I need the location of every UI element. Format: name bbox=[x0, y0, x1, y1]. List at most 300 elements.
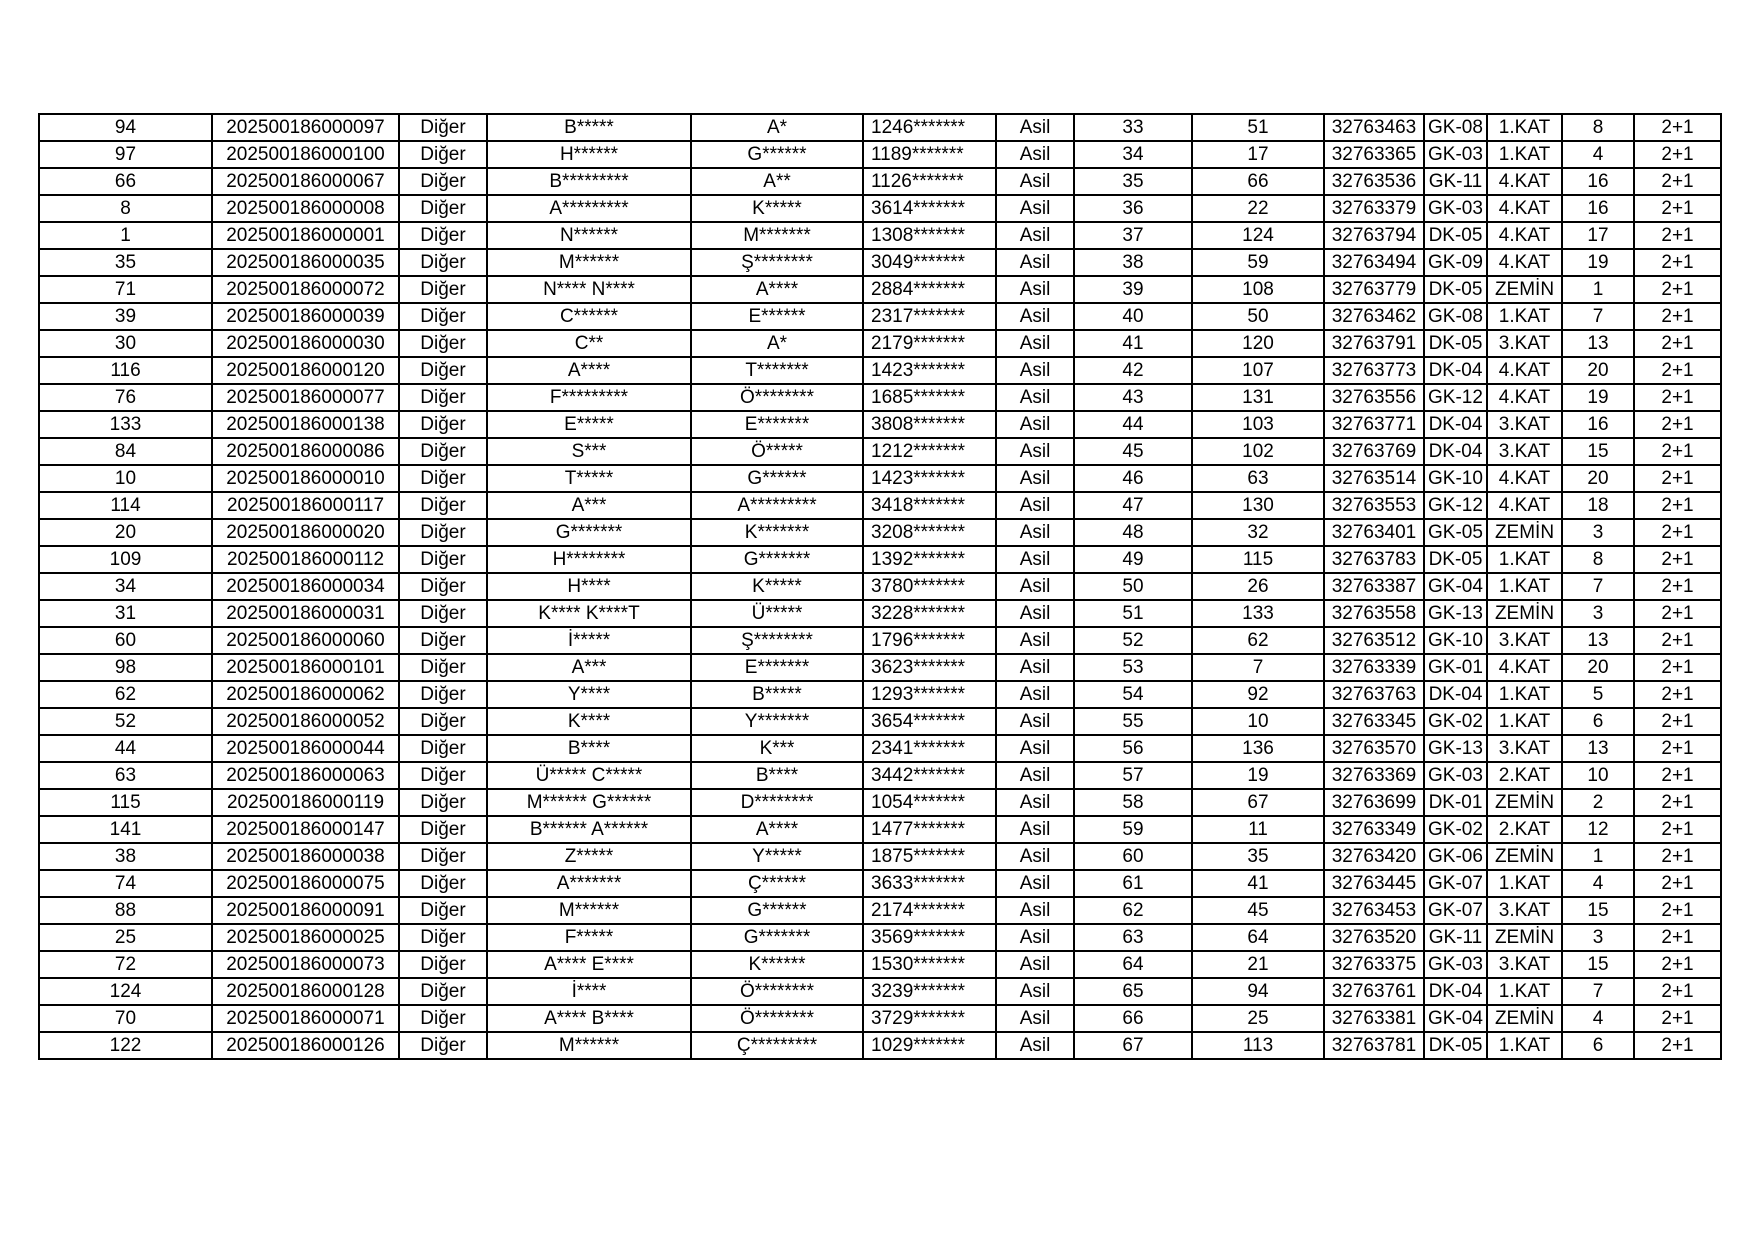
table-row bbox=[39, 249, 1721, 276]
cell-id-number: 3569******* bbox=[863, 924, 996, 951]
cell-status: Asil bbox=[996, 951, 1074, 978]
cell-id-number: 3228******* bbox=[863, 600, 996, 627]
cell-floor: 2.KAT bbox=[1487, 816, 1562, 843]
cell-category: Diğer bbox=[399, 168, 487, 195]
cell-block: DK-05 bbox=[1424, 222, 1487, 249]
cell-unit-number: 94 bbox=[1192, 978, 1324, 1005]
cell-room-type: 2+1 bbox=[1634, 735, 1721, 762]
cell-floor: 1.KAT bbox=[1487, 1032, 1562, 1059]
cell-last-name: E******* bbox=[691, 654, 863, 681]
cell-draw-order: 43 bbox=[1074, 384, 1192, 411]
cell-status: Asil bbox=[996, 735, 1074, 762]
cell-unit-number: 32 bbox=[1192, 519, 1324, 546]
cell-status: Asil bbox=[996, 303, 1074, 330]
cell-first-name: B********* bbox=[487, 168, 691, 195]
cell-sequence-number: 52 bbox=[39, 708, 212, 735]
cell-block: GK-09 bbox=[1424, 249, 1487, 276]
cell-last-name: G******* bbox=[691, 546, 863, 573]
cell-application-number: 202500186000071 bbox=[212, 1005, 399, 1032]
cell-id-number: 1392******* bbox=[863, 546, 996, 573]
cell-last-name: Ö******** bbox=[691, 1005, 863, 1032]
cell-unit-number: 108 bbox=[1192, 276, 1324, 303]
cell-independent-section-id: 32763375 bbox=[1324, 951, 1424, 978]
cell-last-name: K***** bbox=[691, 195, 863, 222]
cell-unit-number: 25 bbox=[1192, 1005, 1324, 1032]
cell-unit-number: 51 bbox=[1192, 114, 1324, 141]
cell-unit-number: 133 bbox=[1192, 600, 1324, 627]
cell-floor: ZEMİN bbox=[1487, 843, 1562, 870]
cell-category: Diğer bbox=[399, 195, 487, 222]
cell-first-name: A********* bbox=[487, 195, 691, 222]
cell-draw-order: 38 bbox=[1074, 249, 1192, 276]
cell-last-name: B**** bbox=[691, 762, 863, 789]
cell-status: Asil bbox=[996, 573, 1074, 600]
cell-door-number: 6 bbox=[1562, 708, 1634, 735]
cell-id-number: 1530******* bbox=[863, 951, 996, 978]
cell-application-number: 202500186000077 bbox=[212, 384, 399, 411]
cell-sequence-number: 39 bbox=[39, 303, 212, 330]
cell-door-number: 16 bbox=[1562, 195, 1634, 222]
cell-independent-section-id: 32763369 bbox=[1324, 762, 1424, 789]
cell-room-type: 2+1 bbox=[1634, 384, 1721, 411]
cell-application-number: 202500186000038 bbox=[212, 843, 399, 870]
cell-block: GK-02 bbox=[1424, 708, 1487, 735]
cell-door-number: 7 bbox=[1562, 573, 1634, 600]
cell-block: GK-02 bbox=[1424, 816, 1487, 843]
cell-id-number: 2317******* bbox=[863, 303, 996, 330]
cell-unit-number: 21 bbox=[1192, 951, 1324, 978]
cell-draw-order: 51 bbox=[1074, 600, 1192, 627]
cell-door-number: 13 bbox=[1562, 330, 1634, 357]
cell-floor: ZEMİN bbox=[1487, 276, 1562, 303]
cell-last-name: Ç********* bbox=[691, 1032, 863, 1059]
cell-door-number: 15 bbox=[1562, 897, 1634, 924]
cell-door-number: 13 bbox=[1562, 627, 1634, 654]
cell-last-name: G****** bbox=[691, 465, 863, 492]
cell-door-number: 3 bbox=[1562, 924, 1634, 951]
cell-unit-number: 19 bbox=[1192, 762, 1324, 789]
cell-block: GK-03 bbox=[1424, 951, 1487, 978]
cell-sequence-number: 98 bbox=[39, 654, 212, 681]
cell-application-number: 202500186000073 bbox=[212, 951, 399, 978]
table-row bbox=[39, 276, 1721, 303]
cell-application-number: 202500186000025 bbox=[212, 924, 399, 951]
cell-id-number: 3442******* bbox=[863, 762, 996, 789]
cell-last-name: E******* bbox=[691, 411, 863, 438]
cell-draw-order: 50 bbox=[1074, 573, 1192, 600]
cell-draw-order: 58 bbox=[1074, 789, 1192, 816]
cell-status: Asil bbox=[996, 438, 1074, 465]
cell-sequence-number: 34 bbox=[39, 573, 212, 600]
cell-room-type: 2+1 bbox=[1634, 492, 1721, 519]
table-row bbox=[39, 600, 1721, 627]
cell-id-number: 2174******* bbox=[863, 897, 996, 924]
cell-door-number: 12 bbox=[1562, 816, 1634, 843]
cell-status: Asil bbox=[996, 114, 1074, 141]
cell-room-type: 2+1 bbox=[1634, 276, 1721, 303]
cell-first-name: K**** K****T bbox=[487, 600, 691, 627]
cell-first-name: G******* bbox=[487, 519, 691, 546]
cell-room-type: 2+1 bbox=[1634, 1005, 1721, 1032]
cell-door-number: 19 bbox=[1562, 249, 1634, 276]
cell-sequence-number: 88 bbox=[39, 897, 212, 924]
cell-category: Diğer bbox=[399, 330, 487, 357]
table-row bbox=[39, 735, 1721, 762]
cell-first-name: Y**** bbox=[487, 681, 691, 708]
cell-status: Asil bbox=[996, 276, 1074, 303]
cell-block: GK-12 bbox=[1424, 384, 1487, 411]
cell-id-number: 2179******* bbox=[863, 330, 996, 357]
cell-id-number: 3208******* bbox=[863, 519, 996, 546]
cell-id-number: 2884******* bbox=[863, 276, 996, 303]
cell-id-number: 1212******* bbox=[863, 438, 996, 465]
cell-id-number: 1477******* bbox=[863, 816, 996, 843]
cell-category: Diğer bbox=[399, 681, 487, 708]
cell-category: Diğer bbox=[399, 573, 487, 600]
cell-floor: 1.KAT bbox=[1487, 870, 1562, 897]
table-row bbox=[39, 708, 1721, 735]
cell-first-name: E***** bbox=[487, 411, 691, 438]
cell-id-number: 1685******* bbox=[863, 384, 996, 411]
table-row bbox=[39, 843, 1721, 870]
cell-application-number: 202500186000034 bbox=[212, 573, 399, 600]
cell-unit-number: 130 bbox=[1192, 492, 1324, 519]
cell-sequence-number: 8 bbox=[39, 195, 212, 222]
cell-unit-number: 120 bbox=[1192, 330, 1324, 357]
cell-last-name: Ç****** bbox=[691, 870, 863, 897]
cell-application-number: 202500186000072 bbox=[212, 276, 399, 303]
cell-independent-section-id: 32763387 bbox=[1324, 573, 1424, 600]
cell-category: Diğer bbox=[399, 519, 487, 546]
cell-floor: 3.KAT bbox=[1487, 627, 1562, 654]
cell-status: Asil bbox=[996, 546, 1074, 573]
cell-room-type: 2+1 bbox=[1634, 1032, 1721, 1059]
cell-status: Asil bbox=[996, 1032, 1074, 1059]
table-row bbox=[39, 951, 1721, 978]
cell-first-name: Ü***** C***** bbox=[487, 762, 691, 789]
cell-unit-number: 136 bbox=[1192, 735, 1324, 762]
cell-last-name: Ş******** bbox=[691, 249, 863, 276]
cell-independent-section-id: 32763783 bbox=[1324, 546, 1424, 573]
cell-application-number: 202500186000100 bbox=[212, 141, 399, 168]
cell-draw-order: 55 bbox=[1074, 708, 1192, 735]
cell-category: Diğer bbox=[399, 114, 487, 141]
cell-id-number: 3633******* bbox=[863, 870, 996, 897]
cell-door-number: 4 bbox=[1562, 141, 1634, 168]
cell-floor: 4.KAT bbox=[1487, 357, 1562, 384]
cell-application-number: 202500186000063 bbox=[212, 762, 399, 789]
cell-door-number: 4 bbox=[1562, 1005, 1634, 1032]
cell-room-type: 2+1 bbox=[1634, 978, 1721, 1005]
cell-application-number: 202500186000067 bbox=[212, 168, 399, 195]
cell-block: GK-11 bbox=[1424, 924, 1487, 951]
cell-block: DK-05 bbox=[1424, 546, 1487, 573]
cell-first-name: N**** N**** bbox=[487, 276, 691, 303]
cell-unit-number: 26 bbox=[1192, 573, 1324, 600]
table-row bbox=[39, 141, 1721, 168]
cell-block: GK-07 bbox=[1424, 870, 1487, 897]
cell-independent-section-id: 32763520 bbox=[1324, 924, 1424, 951]
cell-last-name: G****** bbox=[691, 141, 863, 168]
cell-block: DK-05 bbox=[1424, 1032, 1487, 1059]
cell-independent-section-id: 32763556 bbox=[1324, 384, 1424, 411]
cell-status: Asil bbox=[996, 168, 1074, 195]
cell-status: Asil bbox=[996, 330, 1074, 357]
cell-floor: 4.KAT bbox=[1487, 249, 1562, 276]
cell-category: Diğer bbox=[399, 924, 487, 951]
cell-independent-section-id: 32763553 bbox=[1324, 492, 1424, 519]
cell-last-name: Y******* bbox=[691, 708, 863, 735]
cell-sequence-number: 31 bbox=[39, 600, 212, 627]
table-row bbox=[39, 924, 1721, 951]
cell-first-name: T***** bbox=[487, 465, 691, 492]
cell-draw-order: 53 bbox=[1074, 654, 1192, 681]
table-row bbox=[39, 870, 1721, 897]
cell-room-type: 2+1 bbox=[1634, 897, 1721, 924]
cell-application-number: 202500186000086 bbox=[212, 438, 399, 465]
cell-last-name: Ö******** bbox=[691, 384, 863, 411]
cell-door-number: 17 bbox=[1562, 222, 1634, 249]
cell-unit-number: 63 bbox=[1192, 465, 1324, 492]
cell-id-number: 3729******* bbox=[863, 1005, 996, 1032]
cell-last-name: G******* bbox=[691, 924, 863, 951]
cell-last-name: A** bbox=[691, 168, 863, 195]
cell-first-name: A*** bbox=[487, 654, 691, 681]
table-row bbox=[39, 681, 1721, 708]
cell-draw-order: 46 bbox=[1074, 465, 1192, 492]
cell-sequence-number: 116 bbox=[39, 357, 212, 384]
cell-room-type: 2+1 bbox=[1634, 141, 1721, 168]
cell-application-number: 202500186000030 bbox=[212, 330, 399, 357]
table-row bbox=[39, 627, 1721, 654]
cell-unit-number: 45 bbox=[1192, 897, 1324, 924]
cell-door-number: 10 bbox=[1562, 762, 1634, 789]
cell-draw-order: 39 bbox=[1074, 276, 1192, 303]
table-row bbox=[39, 1005, 1721, 1032]
cell-sequence-number: 109 bbox=[39, 546, 212, 573]
cell-room-type: 2+1 bbox=[1634, 114, 1721, 141]
cell-draw-order: 52 bbox=[1074, 627, 1192, 654]
cell-first-name: H******** bbox=[487, 546, 691, 573]
cell-status: Asil bbox=[996, 249, 1074, 276]
cell-unit-number: 7 bbox=[1192, 654, 1324, 681]
cell-last-name: D******** bbox=[691, 789, 863, 816]
cell-draw-order: 66 bbox=[1074, 1005, 1192, 1032]
cell-sequence-number: 114 bbox=[39, 492, 212, 519]
cell-id-number: 1423******* bbox=[863, 465, 996, 492]
cell-door-number: 1 bbox=[1562, 276, 1634, 303]
cell-block: GK-04 bbox=[1424, 573, 1487, 600]
cell-category: Diğer bbox=[399, 951, 487, 978]
cell-floor: 4.KAT bbox=[1487, 465, 1562, 492]
cell-floor: ZEMİN bbox=[1487, 789, 1562, 816]
cell-application-number: 202500186000039 bbox=[212, 303, 399, 330]
cell-floor: 3.KAT bbox=[1487, 735, 1562, 762]
cell-floor: 1.KAT bbox=[1487, 708, 1562, 735]
cell-sequence-number: 44 bbox=[39, 735, 212, 762]
cell-first-name: H**** bbox=[487, 573, 691, 600]
cell-draw-order: 44 bbox=[1074, 411, 1192, 438]
cell-room-type: 2+1 bbox=[1634, 762, 1721, 789]
cell-application-number: 202500186000035 bbox=[212, 249, 399, 276]
cell-draw-order: 64 bbox=[1074, 951, 1192, 978]
cell-floor: 1.KAT bbox=[1487, 141, 1562, 168]
cell-draw-order: 41 bbox=[1074, 330, 1192, 357]
cell-block: GK-03 bbox=[1424, 141, 1487, 168]
cell-application-number: 202500186000147 bbox=[212, 816, 399, 843]
cell-independent-section-id: 32763453 bbox=[1324, 897, 1424, 924]
cell-last-name: M******* bbox=[691, 222, 863, 249]
cell-block: GK-05 bbox=[1424, 519, 1487, 546]
cell-application-number: 202500186000120 bbox=[212, 357, 399, 384]
cell-independent-section-id: 32763462 bbox=[1324, 303, 1424, 330]
cell-category: Diğer bbox=[399, 303, 487, 330]
table-row bbox=[39, 492, 1721, 519]
cell-last-name: K******* bbox=[691, 519, 863, 546]
cell-application-number: 202500186000126 bbox=[212, 1032, 399, 1059]
cell-last-name: Ü***** bbox=[691, 600, 863, 627]
cell-sequence-number: 30 bbox=[39, 330, 212, 357]
cell-category: Diğer bbox=[399, 870, 487, 897]
table-row bbox=[39, 573, 1721, 600]
cell-unit-number: 59 bbox=[1192, 249, 1324, 276]
cell-first-name: C** bbox=[487, 330, 691, 357]
table-row bbox=[39, 897, 1721, 924]
cell-door-number: 19 bbox=[1562, 384, 1634, 411]
cell-application-number: 202500186000091 bbox=[212, 897, 399, 924]
cell-block: DK-04 bbox=[1424, 357, 1487, 384]
cell-independent-section-id: 32763445 bbox=[1324, 870, 1424, 897]
cell-block: GK-10 bbox=[1424, 627, 1487, 654]
cell-status: Asil bbox=[996, 789, 1074, 816]
cell-last-name: A**** bbox=[691, 816, 863, 843]
cell-door-number: 18 bbox=[1562, 492, 1634, 519]
cell-sequence-number: 76 bbox=[39, 384, 212, 411]
cell-category: Diğer bbox=[399, 1005, 487, 1032]
cell-floor: ZEMİN bbox=[1487, 1005, 1562, 1032]
table-row bbox=[39, 465, 1721, 492]
cell-last-name: B***** bbox=[691, 681, 863, 708]
cell-application-number: 202500186000008 bbox=[212, 195, 399, 222]
cell-independent-section-id: 32763536 bbox=[1324, 168, 1424, 195]
cell-id-number: 1308******* bbox=[863, 222, 996, 249]
cell-sequence-number: 94 bbox=[39, 114, 212, 141]
cell-sequence-number: 124 bbox=[39, 978, 212, 1005]
cell-draw-order: 56 bbox=[1074, 735, 1192, 762]
cell-first-name: B****** A****** bbox=[487, 816, 691, 843]
cell-independent-section-id: 32763791 bbox=[1324, 330, 1424, 357]
table-row bbox=[39, 654, 1721, 681]
cell-room-type: 2+1 bbox=[1634, 168, 1721, 195]
cell-floor: 4.KAT bbox=[1487, 384, 1562, 411]
table-row bbox=[39, 816, 1721, 843]
cell-room-type: 2+1 bbox=[1634, 573, 1721, 600]
cell-unit-number: 35 bbox=[1192, 843, 1324, 870]
cell-room-type: 2+1 bbox=[1634, 600, 1721, 627]
cell-floor: 4.KAT bbox=[1487, 168, 1562, 195]
cell-application-number: 202500186000128 bbox=[212, 978, 399, 1005]
cell-status: Asil bbox=[996, 978, 1074, 1005]
table-row bbox=[39, 222, 1721, 249]
cell-category: Diğer bbox=[399, 789, 487, 816]
cell-door-number: 6 bbox=[1562, 1032, 1634, 1059]
cell-unit-number: 10 bbox=[1192, 708, 1324, 735]
cell-draw-order: 61 bbox=[1074, 870, 1192, 897]
cell-block: DK-05 bbox=[1424, 276, 1487, 303]
cell-door-number: 13 bbox=[1562, 735, 1634, 762]
cell-application-number: 202500186000031 bbox=[212, 600, 399, 627]
cell-id-number: 3623******* bbox=[863, 654, 996, 681]
cell-category: Diğer bbox=[399, 546, 487, 573]
cell-independent-section-id: 32763761 bbox=[1324, 978, 1424, 1005]
cell-room-type: 2+1 bbox=[1634, 951, 1721, 978]
cell-door-number: 8 bbox=[1562, 114, 1634, 141]
cell-floor: 1.KAT bbox=[1487, 573, 1562, 600]
table-body bbox=[39, 114, 1721, 1059]
cell-id-number: 3808******* bbox=[863, 411, 996, 438]
cell-draw-order: 33 bbox=[1074, 114, 1192, 141]
cell-sequence-number: 38 bbox=[39, 843, 212, 870]
cell-sequence-number: 66 bbox=[39, 168, 212, 195]
cell-status: Asil bbox=[996, 222, 1074, 249]
cell-unit-number: 107 bbox=[1192, 357, 1324, 384]
cell-room-type: 2+1 bbox=[1634, 222, 1721, 249]
cell-category: Diğer bbox=[399, 249, 487, 276]
document-page bbox=[38, 113, 1720, 1060]
cell-id-number: 3239******* bbox=[863, 978, 996, 1005]
cell-first-name: S*** bbox=[487, 438, 691, 465]
cell-status: Asil bbox=[996, 843, 1074, 870]
cell-application-number: 202500186000075 bbox=[212, 870, 399, 897]
cell-first-name: B***** bbox=[487, 114, 691, 141]
cell-floor: ZEMİN bbox=[1487, 600, 1562, 627]
cell-application-number: 202500186000010 bbox=[212, 465, 399, 492]
cell-id-number: 1246******* bbox=[863, 114, 996, 141]
cell-block: GK-08 bbox=[1424, 114, 1487, 141]
cell-door-number: 2 bbox=[1562, 789, 1634, 816]
cell-independent-section-id: 32763365 bbox=[1324, 141, 1424, 168]
cell-floor: 1.KAT bbox=[1487, 681, 1562, 708]
cell-door-number: 15 bbox=[1562, 951, 1634, 978]
cell-sequence-number: 10 bbox=[39, 465, 212, 492]
cell-independent-section-id: 32763558 bbox=[1324, 600, 1424, 627]
cell-independent-section-id: 32763463 bbox=[1324, 114, 1424, 141]
table-row bbox=[39, 195, 1721, 222]
cell-first-name: N****** bbox=[487, 222, 691, 249]
cell-draw-order: 40 bbox=[1074, 303, 1192, 330]
cell-draw-order: 65 bbox=[1074, 978, 1192, 1005]
table-row bbox=[39, 411, 1721, 438]
cell-last-name: A********* bbox=[691, 492, 863, 519]
table-row bbox=[39, 762, 1721, 789]
cell-room-type: 2+1 bbox=[1634, 708, 1721, 735]
cell-status: Asil bbox=[996, 1005, 1074, 1032]
cell-last-name: K***** bbox=[691, 573, 863, 600]
cell-block: DK-04 bbox=[1424, 438, 1487, 465]
cell-category: Diğer bbox=[399, 627, 487, 654]
cell-door-number: 20 bbox=[1562, 357, 1634, 384]
cell-sequence-number: 84 bbox=[39, 438, 212, 465]
cell-floor: 3.KAT bbox=[1487, 411, 1562, 438]
cell-floor: 1.KAT bbox=[1487, 303, 1562, 330]
cell-draw-order: 59 bbox=[1074, 816, 1192, 843]
cell-id-number: 1875******* bbox=[863, 843, 996, 870]
cell-unit-number: 131 bbox=[1192, 384, 1324, 411]
cell-category: Diğer bbox=[399, 141, 487, 168]
cell-door-number: 1 bbox=[1562, 843, 1634, 870]
cell-unit-number: 66 bbox=[1192, 168, 1324, 195]
table-row bbox=[39, 519, 1721, 546]
